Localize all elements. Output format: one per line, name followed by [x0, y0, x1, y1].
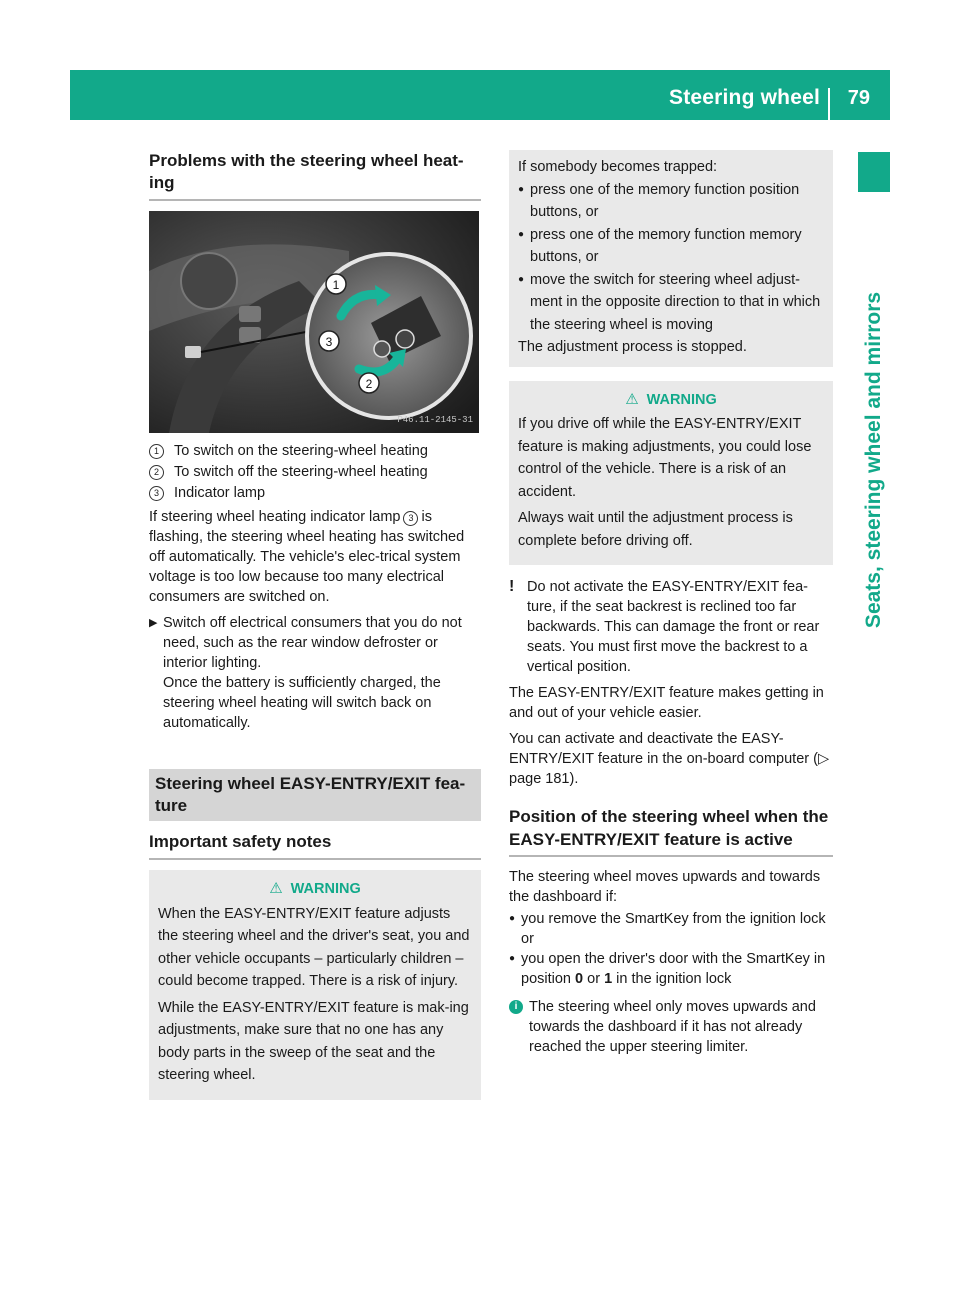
instruction-result: Once the battery is sufficiently charged, the steering wheel heating will switch back on automatically.: [163, 675, 441, 731]
legend-item: [149, 462, 481, 482]
trapped-info-box: [509, 150, 833, 367]
paragraph-text: You can activate and deactivate the EASY-ENTRY/EXIT feature in the on-board computer (: [509, 731, 818, 767]
page-ref-arrow-icon: ▷: [817, 751, 830, 767]
list-item: [509, 909, 833, 949]
box-intro: If somebody becomes trapped:: [518, 159, 718, 175]
legend-item: [149, 441, 481, 461]
legend-number: 3: [149, 486, 164, 501]
figure-code: P46.11-2145-31: [397, 415, 473, 425]
legend-number: 2: [149, 465, 164, 480]
svg-text:1: 1: [332, 278, 340, 292]
condition-text: or: [587, 971, 601, 987]
section-heading-heating-problems: Problems with the steering wheel heat-ing: [149, 150, 481, 201]
list-item: [518, 179, 824, 224]
legend-text: Indicator lamp: [174, 485, 266, 501]
warning-label: WARNING: [290, 881, 361, 897]
instruction-text: Switch off electrical consumers that you do not need, such as the rear window defroster or interior lighting.: [163, 615, 462, 671]
bullet-icon: ●: [518, 183, 525, 195]
warning-text: While the EASY-ENTRY/EXIT feature is mak-ing adjustments, make sure that no one has any body parts in the sweep of the seat and the steering wheel.: [158, 999, 469, 1083]
header-bar: [70, 70, 890, 120]
warning-header: [158, 878, 472, 901]
info-text: The steering wheel only moves upwards and towards the dashboard if it has not already reached the upper steering limiter.: [529, 999, 816, 1055]
left-column: [149, 150, 481, 1100]
callout-2: [359, 373, 379, 393]
legend-item: [149, 483, 481, 503]
activation-paragraph: [509, 729, 833, 789]
bullet-icon: ●: [518, 228, 525, 240]
list-item: [518, 224, 824, 269]
figure-legend: [149, 441, 481, 503]
warning-triangle-icon: ⚠: [625, 390, 639, 408]
page-reference-link[interactable]: page 181: [509, 771, 570, 787]
list-item: [509, 949, 833, 989]
legend-number: 1: [149, 444, 164, 459]
indicator-lamp-paragraph: [149, 507, 481, 607]
info-note: [509, 997, 833, 1057]
list-item-text: press one of the memory function position buttons, or: [530, 181, 800, 220]
callout-1: [326, 274, 346, 294]
action-arrow-icon: ▶: [149, 617, 158, 629]
header-title: Steering wheel: [668, 86, 820, 109]
warning-text: If you drive off while the EASY-ENTRY/EXIT feature is making adjustments, you could lose control of the vehicle. There is a risk of an accident.: [518, 416, 812, 500]
warning-text: Always wait until the adjustment process is complete before driving off.: [518, 510, 793, 549]
condition-text: in the ignition lock: [616, 971, 732, 987]
legend-text: To switch off the steering-wheel heating: [174, 464, 428, 480]
exclamation-icon: !: [509, 578, 515, 595]
info-icon: i: [509, 1000, 523, 1014]
page-number: 79: [847, 87, 870, 109]
section-tab-marker: [858, 152, 890, 192]
paragraph-text: If steering wheel heating indicator lamp: [149, 509, 401, 525]
warning-triangle-icon: ⚠: [269, 880, 283, 897]
list-item-text: you remove the SmartKey from the ignition lock or: [521, 911, 826, 947]
steering-wheel-photo: [149, 211, 479, 433]
box-outro: The adjustment process is stopped.: [518, 339, 747, 355]
note-text: Do not activate the EASY-ENTRY/EXIT fea-ture, if the seat backrest is reclined too far backwards. This can damage the front or rear seats. You must first move the backrest to a vertical position.: [527, 579, 820, 675]
paragraph-text: is flashing, the steering wheel heating has switched off automatically. The vehicle's elec-trical system voltage is too low because too many electrical consumers are switched on.: [149, 509, 465, 605]
svg-text:2: 2: [365, 377, 373, 391]
list-item: [518, 269, 824, 337]
condition-text: you open the driver's door with the SmartKey in position: [521, 951, 826, 987]
warning-header: [518, 389, 824, 412]
position-heading: Position of the steering wheel when the EASY-ENTRY/EXIT feature is active: [509, 805, 833, 857]
bullet-icon: ●: [509, 913, 516, 924]
callout-3: [319, 331, 339, 351]
safety-notes-heading: Important safety notes: [149, 831, 481, 860]
inline-number: 3: [403, 511, 418, 526]
steering-wheel-illustration: [149, 211, 479, 433]
right-column: [509, 150, 833, 1063]
svg-text:3: 3: [325, 335, 333, 349]
legend-text: To switch on the steering-wheel heating: [174, 443, 428, 459]
bullet-icon: ●: [509, 953, 516, 964]
conditions-intro: The steering wheel moves upwards and towards the dashboard if:: [509, 869, 821, 905]
feature-paragraph: The EASY-ENTRY/EXIT feature makes getting in and out of your vehicle easier.: [509, 685, 824, 721]
warning-label: WARNING: [646, 391, 717, 408]
bullet-icon: ●: [518, 273, 525, 285]
key-position-0: 0: [575, 971, 584, 987]
list-item-text: [521, 949, 833, 989]
warning-box: [149, 870, 481, 1100]
list-item-text: move the switch for steering wheel adjust-ment in the opposite direction to that in which the steering wheel is moving: [530, 271, 821, 333]
damage-note: [509, 577, 833, 677]
section-band-heading: Steering wheel EASY-ENTRY/EXIT fea-ture: [149, 769, 481, 821]
instruction-step: [149, 613, 481, 733]
list-item-text: press one of the memory function memory buttons, or: [530, 226, 802, 265]
header-divider: [828, 88, 830, 120]
key-position-1: 1: [604, 971, 613, 987]
warning-box: [509, 381, 833, 566]
warning-text: When the EASY-ENTRY/EXIT feature adjusts the steering wheel and the driver's seat, you and other vehicle occupants – particularly children – could become trapped. There is a risk of injury.: [158, 905, 470, 989]
chapter-side-label: Seats, steering wheel and mirrors: [862, 291, 885, 629]
paragraph-text: ).: [569, 771, 579, 787]
